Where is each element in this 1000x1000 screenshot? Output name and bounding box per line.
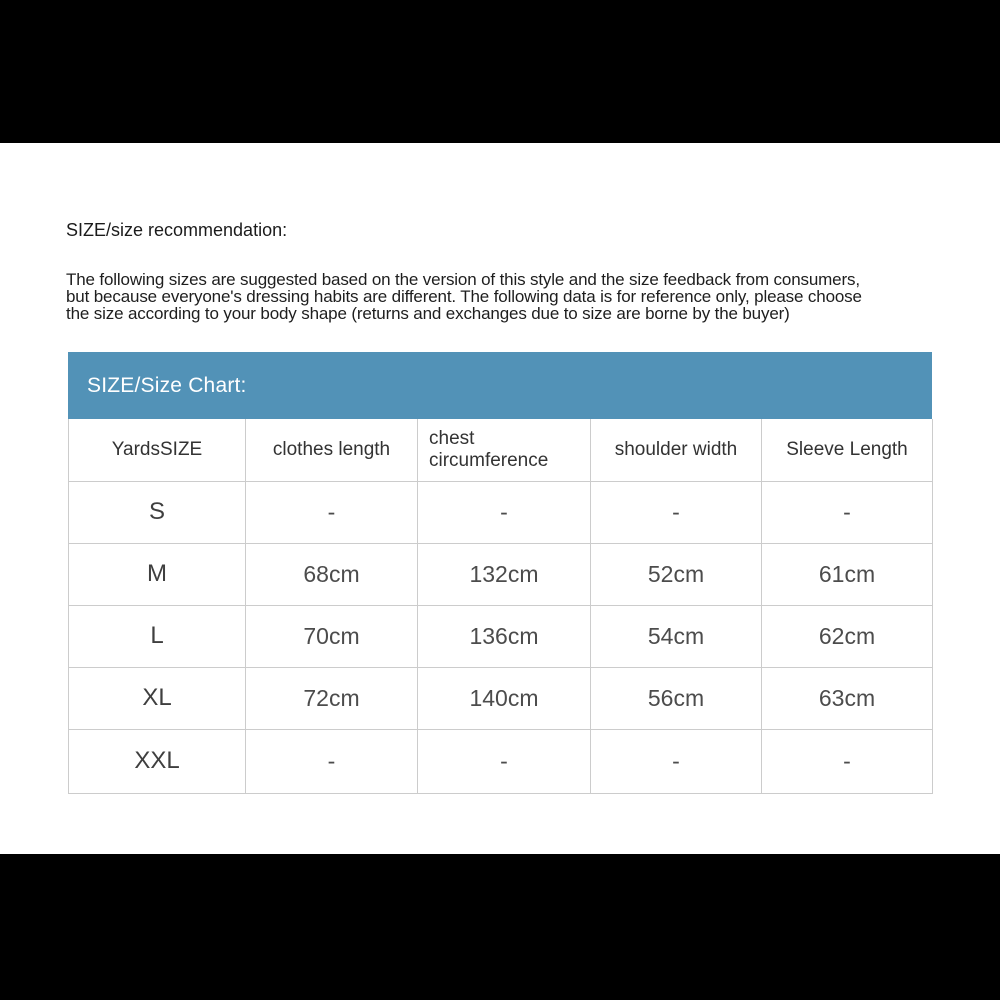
value-cell: - [762,481,933,543]
table-row-xxl [69,729,933,793]
table-row-s [69,481,933,543]
table-header-row [69,419,933,481]
value-cell: 61cm [762,543,933,605]
value-cell: - [762,729,933,793]
size-cell: M [69,543,246,605]
value-cell: 132cm [418,543,591,605]
value-cell: 68cm [246,543,418,605]
value-cell: 72cm [246,667,418,729]
size-description-line: The following sizes are suggested based on the version of this style and the size feedback from consumers, [66,270,860,289]
size-chart-table [68,419,933,794]
size-cell: XXL [69,729,246,793]
value-cell: 62cm [762,605,933,667]
column-header-clothes-length: clothes length [246,419,418,481]
value-cell: 52cm [591,543,762,605]
size-cell: S [69,481,246,543]
value-cell: 56cm [591,667,762,729]
table-row-xl [69,667,933,729]
value-cell: - [246,729,418,793]
size-chart-title: SIZE/Size Chart: [87,373,247,397]
value-cell: 63cm [762,667,933,729]
table-row-m [69,543,933,605]
column-header-shoulder-width: shoulder width [591,419,762,481]
value-cell: 70cm [246,605,418,667]
value-cell: - [591,481,762,543]
column-header-sleeve-length: Sleeve Length [762,419,933,481]
size-chart-title-bar [68,352,932,419]
value-cell: 54cm [591,605,762,667]
column-header-chest-circumference: chest circumference [418,419,591,481]
size-cell: XL [69,667,246,729]
table-row-l [69,605,933,667]
value-cell: 136cm [418,605,591,667]
top-black-bar [0,0,1000,143]
value-cell: - [418,481,591,543]
size-description-line: but because everyone's dressing habits are different. The following data is for reference only, please choose [66,287,862,306]
size-description [66,271,862,322]
value-cell: - [246,481,418,543]
size-cell: L [69,605,246,667]
size-recommendation-heading: SIZE/size recommendation: [66,220,288,240]
size-chart-section [68,352,932,794]
value-cell: - [418,729,591,793]
value-cell: 140cm [418,667,591,729]
bottom-black-bar [0,854,1000,1000]
size-description-line: the size according to your body shape (returns and exchanges due to size are borne by the buyer) [66,304,790,323]
column-header-yards-size: YardsSIZE [69,419,246,481]
value-cell: - [591,729,762,793]
